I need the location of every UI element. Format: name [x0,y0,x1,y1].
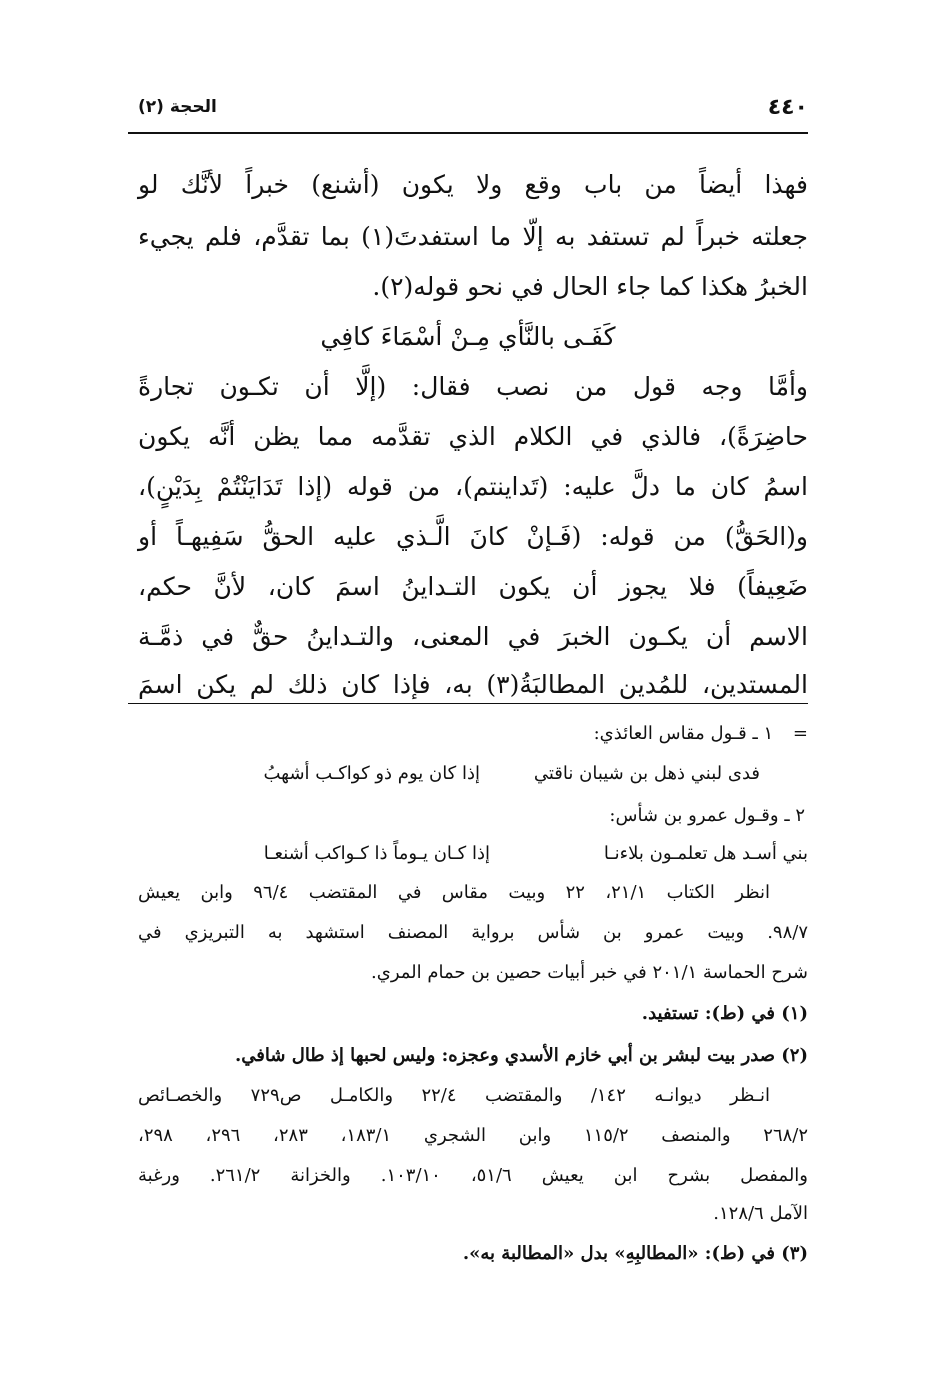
footnote-rule [128,703,808,704]
body-line: المستدين، للمُدين المطالبَةُ(٣) به، فإذا كان ذلك لم يكن اسمَ [138,670,808,699]
body-line: و(الحَقُّ) من قوله: (فَـإنْ كانَ الَّـذي عليه الحقُّ سَفِيهـاً أو [138,522,808,551]
footnote-3: (٣) في (ط): «المطالبِهِ» بدل «المطالبة به». [462,1243,808,1264]
body-line: الاسم أن يكـون الخبرَ في المعنى، والتـداينُ حقٌّ في ذمَّـة [138,622,808,651]
running-title: الحجة (٢) [138,97,217,117]
footnote-line: انـظر ديوانـه ١٤٢/ والمقتضب ٢٢/٤ والكامـل ص٧٢٩ والخصـائص [138,1085,771,1106]
verse-second-hemistich: إذا كـان يـوماً ذا كـواكب أشنعـا [263,843,490,864]
footnote-line: شرح الحماسة ٢٠١/١ في خبر أبيات حصين بن حمام المري. [371,962,808,983]
footnote-heading-text: ١ ـ قـول مقاس العائذي: [593,723,774,744]
body-line: ضَعِيفاً) فلا يجوز أن يكون التـداينُ اسمَ كان، لأنَّ حكم، [138,572,808,601]
page-header [128,95,808,129]
body-line: اسمُ كان ما دلَّ عليه: (تَداينتم)، من قوله (إذا تَدَايَنْتُمْ بِدَيْنٍ)، [138,472,808,501]
body-line: جعلته خبراً لم تستفد به إلّا ما استفدتَ(١) بما تقدَّم، فلم يجيء [138,222,809,251]
body-line: الخبرُ هكذا كما جاء الحال في نحو قوله(٢). [372,272,808,301]
footnote-2: (٢) صدر بيت لبشر بن أبي خازم الأسدي وعجزه: وليس لحبها إذ طال شافي. [235,1045,808,1066]
header-rule [128,132,808,134]
footnote-line: انظر الكتاب ٢١/١، ٢٢ وبيت مقاس في المقتضب ٩٦/٤ وابن يعيش [138,882,770,903]
page-number: ٤٤٠ [767,95,808,120]
body-line: وأمَّا وجه قول من نصب فقال: (إلَّا أن تكـون تجارةً [138,372,808,401]
verse-first-hemistich: فدى لبني ذهل بن شيبان ناقتي [533,763,760,784]
footnote-item-heading [594,718,808,750]
verse-first-hemistich: بني أسـد هل تعلمـون بلاءنـا [603,843,808,864]
verse-quote: كَفَـى بالنَّأي مِـنْ أسْمَاءَ كافِي [320,322,616,351]
body-line: حاضِرَةً)، فالذي في الكلام الذي تقدَّمه مما يظن أنَّه يكون [138,422,808,451]
footnote-line: ٩٨/٧. وبيت عمرو بن شأس برواية المصنف استشهد به التبريزي في [138,922,808,943]
continuation-marker: = [792,723,808,744]
footnote-item-heading: ٢ ـ وقـول عمرو بن شأس: [609,805,805,826]
footnote-1: (١) في (ط): تستفيد. [641,1003,808,1024]
body-line: فهذا أيضاً من باب وقع ولا يكون (أشنع) خبراً لأنَّك لو [138,170,808,199]
footnote-line: ٢٦٨/٢ والمنصف ١١٥/٢ وابن الشجري ١٨٣/١، ٢٨٣، ٢٩٦، ٢٩٨، [138,1125,809,1146]
footnote-line: والمفصل بشرح ابن يعيش ٥١/٦، ١٠٣/١٠. والخزانة ٢٦١/٢. ورغبة [138,1165,808,1186]
footnote-line: الآمل ١٢٨/٦. [713,1203,808,1224]
verse-second-hemistich: إذا كان يوم ذو كواكـب أشهبُ [263,763,480,784]
